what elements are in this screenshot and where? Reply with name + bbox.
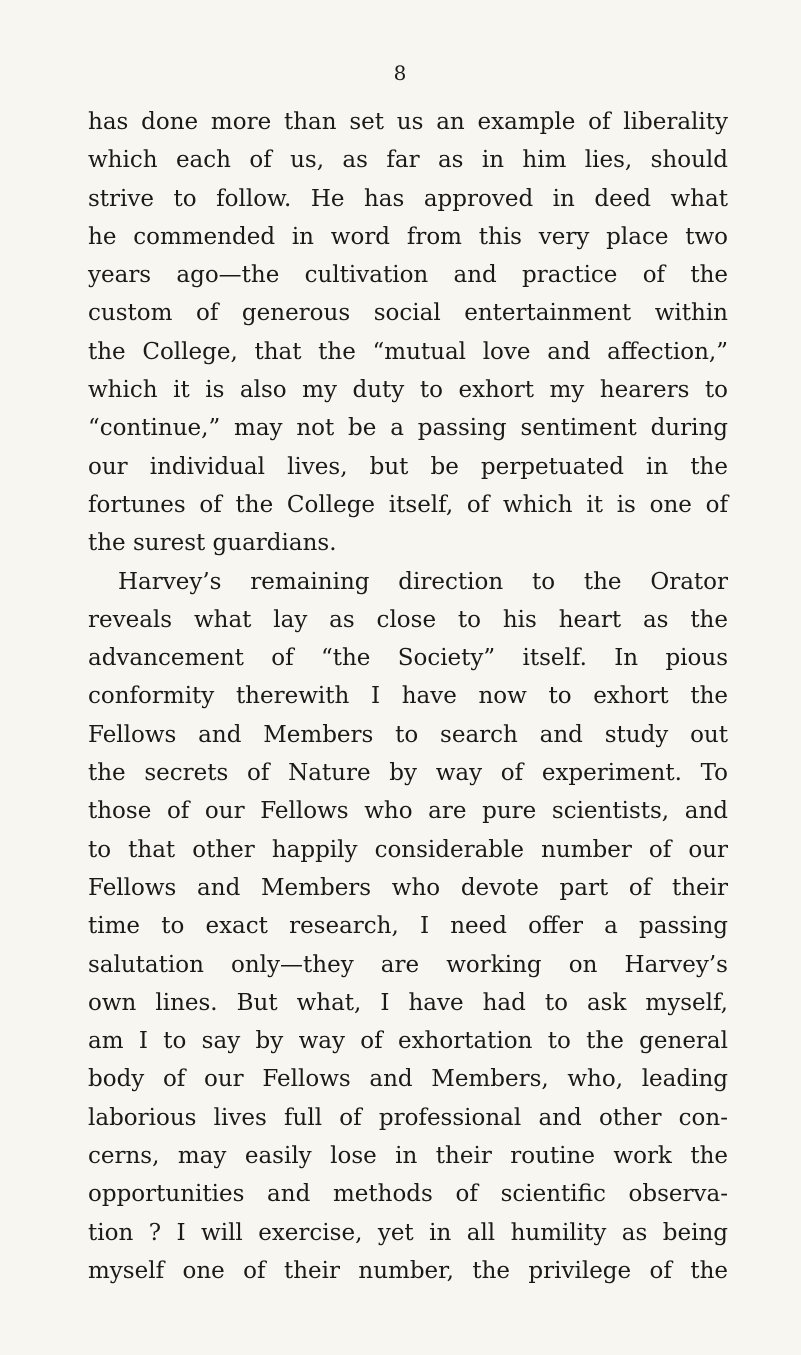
text-line: those of our Fellows who are pure scientists, and [88,798,728,825]
text-line: myself one of their number, the privilege of the [88,1257,728,1284]
text-line: advancement of “the Society” itself. In pious [88,645,728,672]
paragraph-end-line: the surest guardians. [88,530,337,557]
text-line: which it is also my duty to exhort my hearers to [88,377,728,404]
text-line: cerns, may easily lose in their routine work the [88,1143,728,1170]
text-line: has done more than set us an example of liberality [88,109,728,135]
text-line: laborious lives full of professional and other con- [88,1104,728,1131]
text-line: years ago—the cultivation and practice of the [88,262,728,289]
text-line: the College, that the “mutual love and affection,” [88,338,728,365]
text-line: fortunes of the College itself, of which it is one of [88,491,728,518]
body-text [88,103,728,1290]
paragraph-start-line: Harvey’s remaining direction to the Orator [118,568,728,595]
text-line: own lines. But what, I have had to ask myself, [88,989,728,1016]
text-line: time to exact research, I need offer a passing [88,913,728,940]
text-line: opportunities and methods of scientific observa- [88,1181,728,1208]
text-line: our individual lives, but be perpetuated in the [88,453,728,480]
text-line: am I to say by way of exhortation to the general [88,1028,728,1055]
text-line: custom of generous social entertainment within [88,300,728,327]
text-line: “continue,” may not be a passing sentiment during [88,415,728,442]
text-line: salutation only—they are working on Harvey’s [88,951,728,978]
text-line: strive to follow. He has approved in deed what [88,185,728,212]
text-line: conformity therewith I have now to exhort the [88,683,728,710]
text-line: Fellows and Members to search and study out [88,721,728,748]
text-line: tion ? I will exercise, yet in all humility as being [88,1219,728,1246]
page-number: 8 [393,61,408,85]
text-line: he commended in word from this very place two [88,223,728,250]
text-line: the secrets of Nature by way of experiment. To [88,760,728,787]
text-line: Fellows and Members who devote part of their [88,874,728,901]
text-line: body of our Fellows and Members, who, leading [88,1066,728,1093]
text-line: reveals what lay as close to his heart as the [88,606,728,633]
text-line: to that other happily considerable number of our [88,836,728,863]
text-line: which each of us, as far as in him lies, should [88,147,728,174]
